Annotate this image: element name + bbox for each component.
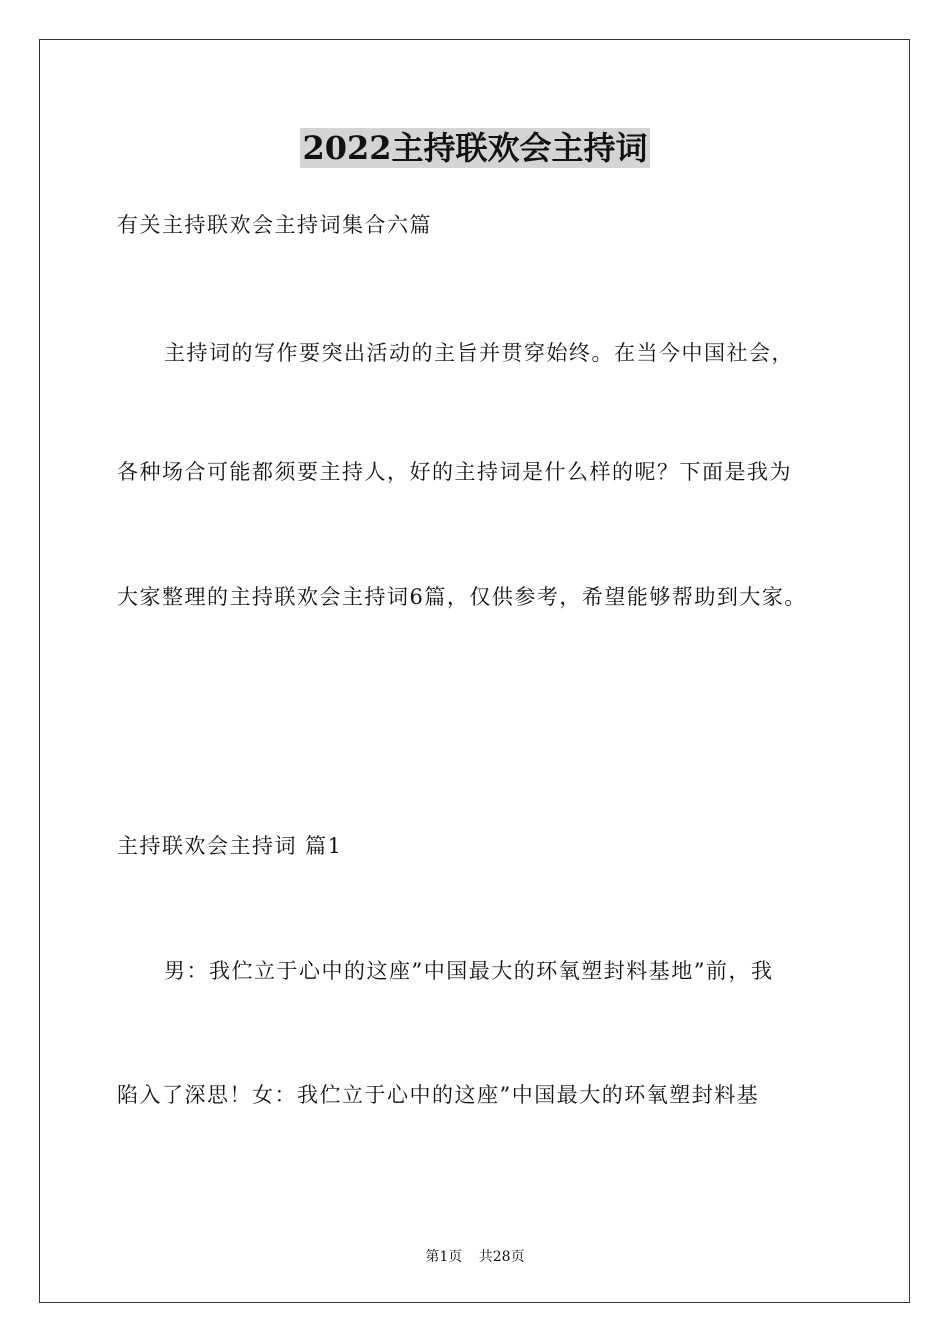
intro-line-3: 大家整理的主持联欢会主持词6篇，仅供参考，希望能够帮助到大家。: [117, 585, 807, 609]
intro-line-2: 各种场合可能都须要主持人，好的主持词是什么样的呢？下面是我为: [117, 460, 792, 484]
title-container: [0, 128, 950, 168]
intro-line-1: 主持词的写作要突出活动的主旨并贯穿始终。在当今中国社会，: [164, 341, 794, 365]
body-line-2: 陷入了深思！女：我伫立于心中的这座”中国最大的环氧塑封料基: [117, 1083, 760, 1107]
page-footer: [0, 1248, 950, 1266]
section-heading: 主持联欢会主持词 篇1: [117, 834, 343, 858]
body-line-1: 男：我伫立于心中的这座”中国最大的环氧塑封料基地”前，我: [164, 959, 774, 983]
document-title: 2022主持联欢会主持词: [302, 129, 648, 167]
document-subtitle: 有关主持联欢会主持词集合六篇: [117, 213, 432, 237]
page-number: 第1页: [425, 1249, 463, 1265]
page-total: 共28页: [478, 1249, 525, 1265]
